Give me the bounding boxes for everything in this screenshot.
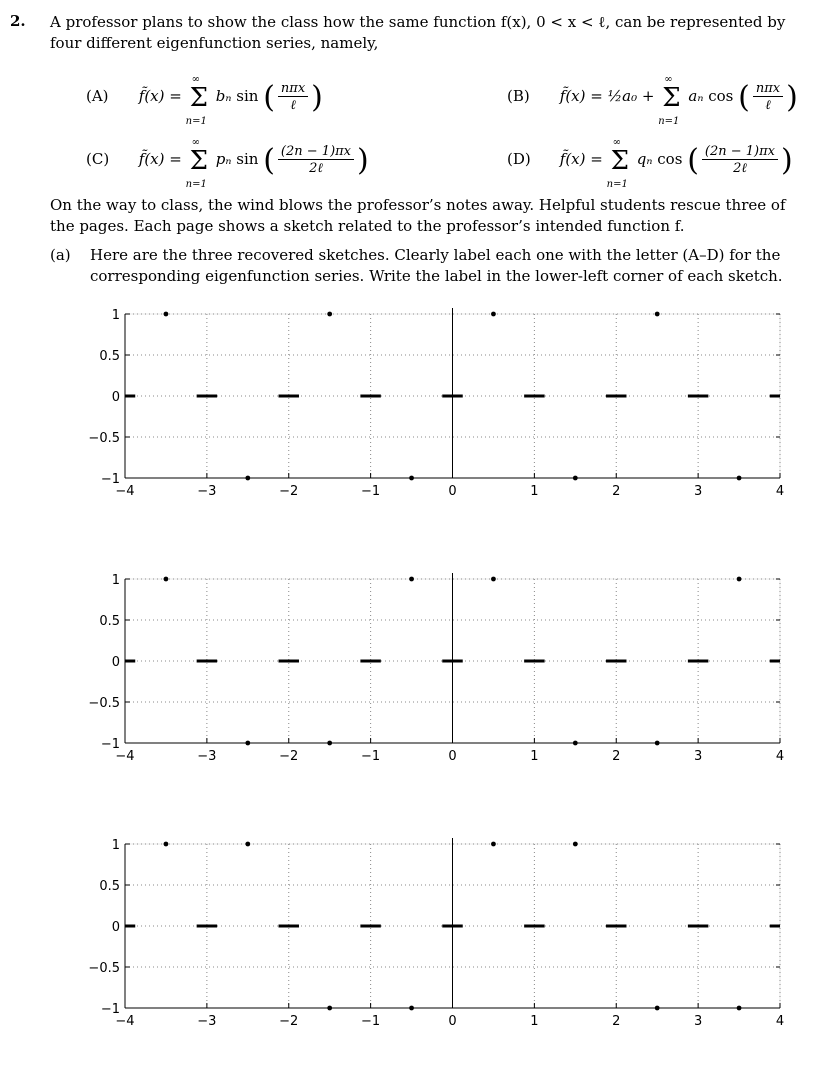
- series-b-func: cos: [708, 87, 734, 105]
- x-tick-label: 4: [775, 1014, 785, 1029]
- series-c-arg-num: (2n − 1)πx: [278, 144, 354, 160]
- sum-lower: n=1: [185, 116, 207, 127]
- sketch-1: [0, 296, 826, 516]
- series-d-coef: qₙ: [636, 150, 653, 168]
- midpoint-dot: [409, 476, 414, 481]
- midpoint-dot: [164, 312, 169, 317]
- midpoint-dot: [491, 842, 496, 847]
- y-tick-label: −1: [100, 1002, 120, 1017]
- midpoint-dot: [164, 577, 169, 582]
- series-c-label: (C): [86, 150, 110, 168]
- x-tick-label: −4: [115, 749, 135, 764]
- question-intro: A professor plans to show the class how the same function f(x), 0 < x < ℓ, can be represented by four different eigenfunction series, namely,: [50, 13, 786, 52]
- midpoint-dot: [409, 1006, 414, 1011]
- series-c-lhs: f̃(x) =: [138, 150, 182, 168]
- midpoint-dot: [737, 1006, 742, 1011]
- series-b: (B) f̃(x) = ½a₀ + Σ ∞ n=1 aₙ cos ( $\frac{\text{nπx}}{\text{ℓ}}$ ): [507, 74, 798, 127]
- sum-lower: n=1: [606, 179, 628, 190]
- series-a-arg-den: ℓ: [290, 98, 296, 113]
- midpoint-dot: [655, 741, 660, 746]
- sum-upper: ∞: [191, 74, 200, 85]
- sum-upper: ∞: [612, 137, 621, 148]
- x-tick-label: 1: [530, 749, 539, 764]
- sketch-3: [0, 826, 826, 1046]
- x-tick-label: −2: [279, 484, 299, 499]
- midpoint-dot: [245, 741, 250, 746]
- y-tick-label: 0.5: [99, 879, 120, 894]
- question-number: 2.: [10, 12, 26, 30]
- sum-upper: ∞: [664, 74, 673, 85]
- midpoint-dot: [737, 476, 742, 481]
- midpoint-dot: [409, 577, 414, 582]
- x-tick-label: −2: [279, 1014, 299, 1029]
- y-tick-label: −1: [100, 472, 120, 487]
- x-tick-label: 0: [448, 1014, 457, 1029]
- sum-upper: ∞: [191, 137, 200, 148]
- x-tick-label: 2: [612, 484, 621, 499]
- series-c-coef: pₙ: [215, 150, 232, 168]
- midpoint-dot: [164, 842, 169, 847]
- story-paragraph: On the way to class, the wind blows the professor’s notes away. Helpful students rescue three of the pages. Each page shows a sketch related to the professor’s intended function f.: [50, 196, 786, 235]
- x-tick-label: 3: [693, 484, 703, 499]
- x-tick-label: 3: [693, 749, 703, 764]
- series-b-lhs: f̃(x) = ½a₀ +: [559, 87, 655, 105]
- sum-lower: n=1: [185, 179, 207, 190]
- series-b-arg-den: ℓ: [765, 98, 771, 113]
- x-tick-label: 0: [448, 484, 457, 499]
- midpoint-dot: [491, 312, 496, 317]
- x-tick-label: −3: [197, 749, 217, 764]
- y-tick-label: −0.5: [88, 431, 120, 446]
- y-tick-label: −0.5: [88, 961, 120, 976]
- y-tick-label: −0.5: [88, 696, 120, 711]
- series-d-arg-num: (2n − 1)πx: [702, 144, 778, 160]
- x-tick-label: 4: [775, 749, 785, 764]
- series-b-coef: aₙ: [688, 87, 704, 105]
- sum-symbol: Σ ∞ n=1: [606, 137, 630, 190]
- midpoint-dot: [655, 1006, 660, 1011]
- midpoint-dot: [573, 476, 578, 481]
- x-tick-label: −1: [361, 1014, 381, 1029]
- sum-symbol: Σ ∞ n=1: [185, 74, 209, 127]
- series-a: (A) f̃(x) = Σ ∞ n=1 bₙ sin ( $\frac{\text{nπx}}{\text{ℓ}}$ ): [86, 74, 323, 127]
- sum-symbol: Σ ∞ n=1: [658, 74, 681, 127]
- series-a-lhs: f̃(x) =: [138, 87, 182, 105]
- series-d-arg-den: 2ℓ: [733, 161, 747, 176]
- midpoint-dot: [245, 476, 250, 481]
- x-tick-label: 3: [693, 1014, 703, 1029]
- series-a-coef: bₙ: [215, 87, 232, 105]
- y-tick-label: 1: [111, 838, 120, 853]
- x-tick-label: −3: [197, 1014, 217, 1029]
- y-tick-label: 0: [111, 390, 120, 405]
- midpoint-dot: [573, 842, 578, 847]
- y-tick-label: 0.5: [99, 349, 120, 364]
- x-tick-label: 0: [448, 749, 457, 764]
- series-d: (D) f̃(x) = Σ ∞ n=1 qₙ cos ( $\frac{(2n - 1)\pi x}{\text{2ℓ}}$ ): [507, 137, 793, 190]
- x-tick-label: −2: [279, 749, 299, 764]
- part-a-text: Here are the three recovered sketches. Clearly label each one with the letter (A–D) for the corresponding eigenfunction series. Write the label in the lower-left corner of each sketch.: [90, 246, 783, 285]
- sum-symbol: Σ ∞ n=1: [185, 137, 209, 190]
- x-tick-label: −4: [115, 1014, 135, 1029]
- midpoint-dot: [327, 1006, 332, 1011]
- series-a-arg-num: nπx: [278, 81, 308, 97]
- y-tick-label: 0: [111, 655, 120, 670]
- x-tick-label: 4: [775, 484, 785, 499]
- y-tick-label: 0: [111, 920, 120, 935]
- x-tick-label: −1: [361, 484, 381, 499]
- series-c-arg-den: 2ℓ: [309, 161, 323, 176]
- y-tick-label: 1: [111, 308, 120, 323]
- series-b-label: (B): [507, 87, 530, 105]
- series-c: (C) f̃(x) = Σ ∞ n=1 pₙ sin ( $\frac{(2n - 1)\pi x}{\text{2ℓ}}$ ): [86, 137, 369, 190]
- x-tick-label: 2: [612, 749, 621, 764]
- y-tick-label: 0.5: [99, 614, 120, 629]
- series-d-func: cos: [657, 150, 683, 168]
- midpoint-dot: [245, 842, 250, 847]
- x-tick-label: 2: [612, 1014, 621, 1029]
- midpoint-dot: [327, 312, 332, 317]
- series-a-func: sin: [236, 87, 259, 105]
- x-tick-label: 1: [530, 1014, 539, 1029]
- sketch-2: [0, 561, 826, 781]
- x-tick-label: −3: [197, 484, 217, 499]
- series-a-label: (A): [86, 87, 109, 105]
- series-d-label: (D): [507, 150, 531, 168]
- midpoint-dot: [491, 577, 496, 582]
- midpoint-dot: [573, 741, 578, 746]
- y-tick-label: −1: [100, 737, 120, 752]
- midpoint-dot: [655, 312, 660, 317]
- midpoint-dot: [737, 577, 742, 582]
- series-c-func: sin: [236, 150, 259, 168]
- series-b-arg-num: nπx: [753, 81, 783, 97]
- series-d-lhs: f̃(x) =: [559, 150, 603, 168]
- x-tick-label: −4: [115, 484, 135, 499]
- sum-lower: n=1: [658, 116, 680, 127]
- midpoint-dot: [327, 741, 332, 746]
- x-tick-label: −1: [361, 749, 381, 764]
- y-tick-label: 1: [111, 573, 120, 588]
- part-a-label: (a): [50, 246, 71, 264]
- x-tick-label: 1: [530, 484, 539, 499]
